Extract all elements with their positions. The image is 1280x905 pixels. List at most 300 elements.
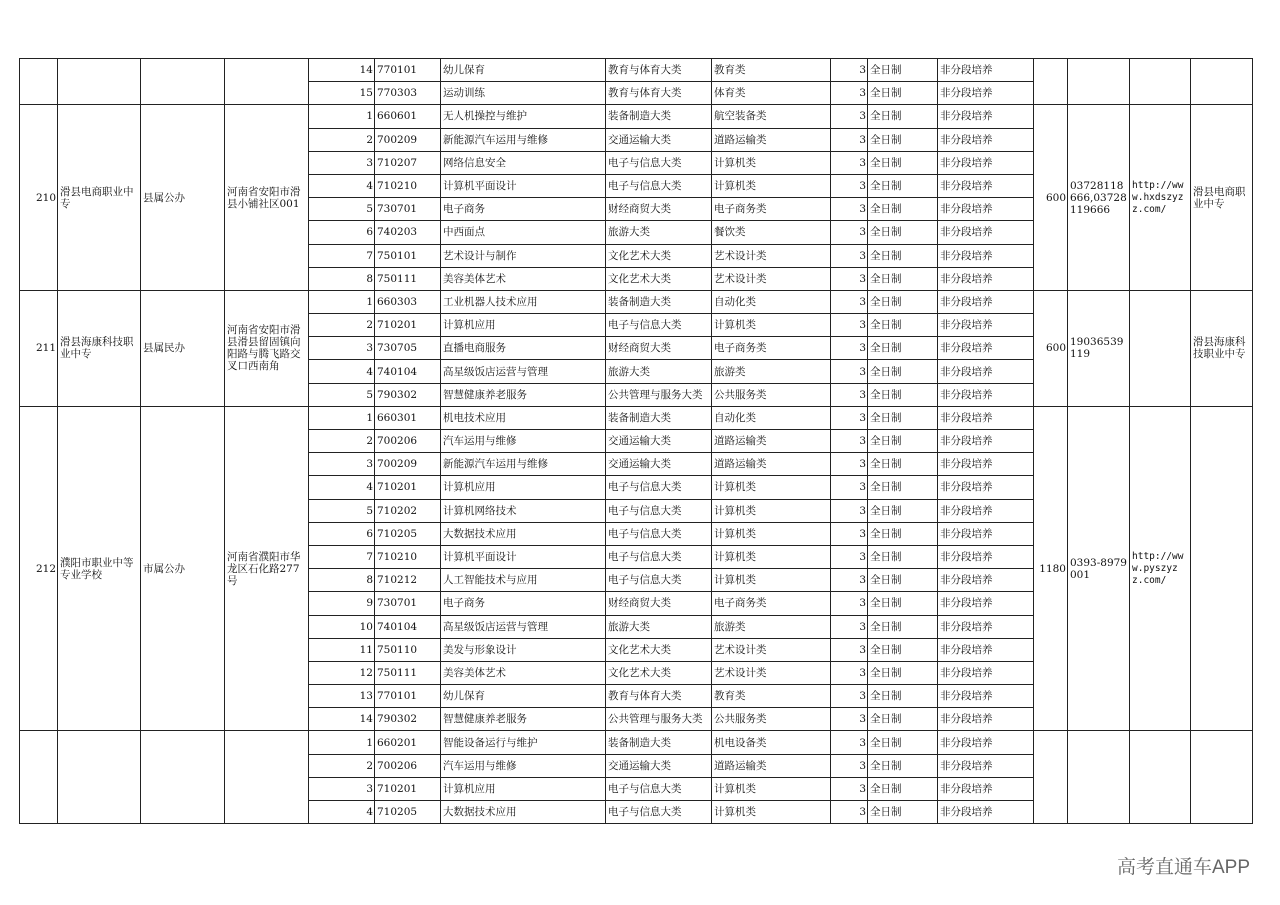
major-code-cell: 730701	[375, 198, 441, 221]
study-mode-cell: 全日制	[868, 314, 938, 337]
study-mode-cell: 全日制	[868, 522, 938, 545]
phone-cell: 0393-8979001	[1068, 406, 1130, 731]
duration-cell: 3	[831, 569, 868, 592]
training-mode-cell: 非分段培养	[938, 522, 1034, 545]
enroll-plan-cell	[1034, 731, 1068, 824]
major-category-cell: 装备制造大类	[606, 105, 712, 128]
major-subcategory-cell: 公共服务类	[712, 708, 831, 731]
major-subcategory-cell: 艺术设计类	[712, 638, 831, 661]
major-seq-cell: 5	[309, 383, 375, 406]
major-category-cell: 电子与信息大类	[606, 569, 712, 592]
training-mode-cell: 非分段培养	[938, 638, 1034, 661]
duration-cell: 3	[831, 754, 868, 777]
duration-cell: 3	[831, 290, 868, 313]
major-name-cell: 无人机操控与维护	[441, 105, 606, 128]
duration-cell: 3	[831, 731, 868, 754]
study-mode-cell: 全日制	[868, 151, 938, 174]
major-name-cell: 工业机器人技术应用	[441, 290, 606, 313]
major-name-cell: 网络信息安全	[441, 151, 606, 174]
major-category-cell: 公共管理与服务大类	[606, 708, 712, 731]
major-name-cell: 中西面点	[441, 221, 606, 244]
study-mode-cell: 全日制	[868, 453, 938, 476]
major-subcategory-cell: 旅游类	[712, 360, 831, 383]
duration-cell: 3	[831, 638, 868, 661]
study-mode-cell: 全日制	[868, 383, 938, 406]
major-seq-cell: 15	[309, 82, 375, 105]
major-code-cell: 790302	[375, 708, 441, 731]
note-cell	[1191, 59, 1253, 105]
major-name-cell: 幼儿保育	[441, 59, 606, 82]
training-mode-cell: 非分段培养	[938, 174, 1034, 197]
duration-cell: 3	[831, 314, 868, 337]
training-mode-cell: 非分段培养	[938, 731, 1034, 754]
major-name-cell: 艺术设计与制作	[441, 244, 606, 267]
table-row	[20, 105, 1253, 128]
major-subcategory-cell: 艺术设计类	[712, 661, 831, 684]
major-code-cell: 700209	[375, 128, 441, 151]
major-seq-cell: 14	[309, 708, 375, 731]
major-subcategory-cell: 计算机类	[712, 499, 831, 522]
table-row	[20, 290, 1253, 313]
training-mode-cell: 非分段培养	[938, 754, 1034, 777]
major-seq-cell: 4	[309, 174, 375, 197]
major-name-cell: 智能设备运行与维护	[441, 731, 606, 754]
major-code-cell: 710210	[375, 545, 441, 568]
duration-cell: 3	[831, 476, 868, 499]
duration-cell: 3	[831, 337, 868, 360]
phone-cell: 19036539119	[1068, 290, 1130, 406]
major-subcategory-cell: 计算机类	[712, 545, 831, 568]
major-name-cell: 幼儿保育	[441, 685, 606, 708]
duration-cell: 3	[831, 522, 868, 545]
major-seq-cell: 2	[309, 128, 375, 151]
major-seq-cell: 5	[309, 198, 375, 221]
training-mode-cell: 非分段培养	[938, 314, 1034, 337]
major-code-cell: 710207	[375, 151, 441, 174]
major-seq-cell: 4	[309, 801, 375, 824]
training-mode-cell: 非分段培养	[938, 708, 1034, 731]
training-mode-cell: 非分段培养	[938, 615, 1034, 638]
major-subcategory-cell: 道路运输类	[712, 430, 831, 453]
major-seq-cell: 7	[309, 244, 375, 267]
study-mode-cell: 全日制	[868, 801, 938, 824]
major-category-cell: 电子与信息大类	[606, 545, 712, 568]
major-category-cell: 电子与信息大类	[606, 777, 712, 800]
major-code-cell: 730705	[375, 337, 441, 360]
study-mode-cell: 全日制	[868, 615, 938, 638]
major-subcategory-cell: 航空装备类	[712, 105, 831, 128]
training-mode-cell: 非分段培养	[938, 82, 1034, 105]
major-name-cell: 美容美体艺术	[441, 661, 606, 684]
duration-cell: 3	[831, 360, 868, 383]
duration-cell: 3	[831, 174, 868, 197]
duration-cell: 3	[831, 244, 868, 267]
major-code-cell: 700209	[375, 453, 441, 476]
major-name-cell: 新能源汽车运用与维修	[441, 128, 606, 151]
school-name-cell: 滑县海康科技职业中专	[58, 290, 141, 406]
duration-cell: 3	[831, 801, 868, 824]
training-mode-cell: 非分段培养	[938, 499, 1034, 522]
major-subcategory-cell: 自动化类	[712, 406, 831, 429]
study-mode-cell: 全日制	[868, 59, 938, 82]
major-seq-cell: 8	[309, 267, 375, 290]
major-subcategory-cell: 道路运输类	[712, 453, 831, 476]
duration-cell: 3	[831, 453, 868, 476]
major-seq-cell: 12	[309, 661, 375, 684]
study-mode-cell: 全日制	[868, 267, 938, 290]
major-code-cell: 730701	[375, 592, 441, 615]
major-category-cell: 电子与信息大类	[606, 801, 712, 824]
major-category-cell: 教育与体育大类	[606, 82, 712, 105]
major-category-cell: 文化艺术大类	[606, 661, 712, 684]
major-code-cell: 740203	[375, 221, 441, 244]
enroll-plan-cell: 600	[1034, 105, 1068, 291]
major-category-cell: 电子与信息大类	[606, 499, 712, 522]
enroll-plan-cell	[1034, 59, 1068, 105]
major-category-cell: 旅游大类	[606, 221, 712, 244]
training-mode-cell: 非分段培养	[938, 290, 1034, 313]
major-name-cell: 运动训练	[441, 82, 606, 105]
major-category-cell: 文化艺术大类	[606, 244, 712, 267]
major-seq-cell: 6	[309, 221, 375, 244]
major-seq-cell: 1	[309, 731, 375, 754]
major-subcategory-cell: 体育类	[712, 82, 831, 105]
training-mode-cell: 非分段培养	[938, 453, 1034, 476]
major-code-cell: 750110	[375, 638, 441, 661]
study-mode-cell: 全日制	[868, 661, 938, 684]
duration-cell: 3	[831, 592, 868, 615]
school-name-cell: 濮阳市职业中等专业学校	[58, 406, 141, 731]
major-category-cell: 电子与信息大类	[606, 314, 712, 337]
study-mode-cell: 全日制	[868, 754, 938, 777]
major-seq-cell: 13	[309, 685, 375, 708]
major-subcategory-cell: 艺术设计类	[712, 267, 831, 290]
major-seq-cell: 10	[309, 615, 375, 638]
note-cell	[1191, 731, 1253, 824]
major-seq-cell: 3	[309, 337, 375, 360]
table-row	[20, 406, 1253, 429]
training-mode-cell: 非分段培养	[938, 661, 1034, 684]
major-category-cell: 教育与体育大类	[606, 59, 712, 82]
school-name-cell	[58, 59, 141, 105]
major-subcategory-cell: 艺术设计类	[712, 244, 831, 267]
study-mode-cell: 全日制	[868, 731, 938, 754]
major-seq-cell: 3	[309, 453, 375, 476]
school-name-cell: 滑县电商职业中专	[58, 105, 141, 291]
note-cell: 滑县海康科技职业中专	[1191, 290, 1253, 406]
major-name-cell: 汽车运用与维修	[441, 754, 606, 777]
school-id-cell: 211	[20, 290, 58, 406]
study-mode-cell: 全日制	[868, 128, 938, 151]
phone-cell	[1068, 731, 1130, 824]
major-subcategory-cell: 电子商务类	[712, 337, 831, 360]
major-code-cell: 740104	[375, 615, 441, 638]
major-subcategory-cell: 机电设备类	[712, 731, 831, 754]
study-mode-cell: 全日制	[868, 244, 938, 267]
study-mode-cell: 全日制	[868, 337, 938, 360]
table-row	[20, 59, 1253, 82]
major-seq-cell: 1	[309, 290, 375, 313]
major-name-cell: 直播电商服务	[441, 337, 606, 360]
major-category-cell: 公共管理与服务大类	[606, 383, 712, 406]
training-mode-cell: 非分段培养	[938, 151, 1034, 174]
major-name-cell: 高星级饭店运营与管理	[441, 360, 606, 383]
school-address-cell	[225, 731, 309, 824]
study-mode-cell: 全日制	[868, 638, 938, 661]
major-category-cell: 交通运输大类	[606, 128, 712, 151]
major-category-cell: 电子与信息大类	[606, 476, 712, 499]
major-code-cell: 660301	[375, 406, 441, 429]
study-mode-cell: 全日制	[868, 569, 938, 592]
study-mode-cell: 全日制	[868, 198, 938, 221]
major-name-cell: 计算机平面设计	[441, 545, 606, 568]
note-cell	[1191, 406, 1253, 731]
training-mode-cell: 非分段培养	[938, 383, 1034, 406]
major-seq-cell: 11	[309, 638, 375, 661]
enroll-plan-cell: 1180	[1034, 406, 1068, 731]
major-name-cell: 电子商务	[441, 198, 606, 221]
table-body	[20, 59, 1253, 824]
major-seq-cell: 8	[309, 569, 375, 592]
major-subcategory-cell: 公共服务类	[712, 383, 831, 406]
major-subcategory-cell: 计算机类	[712, 314, 831, 337]
training-mode-cell: 非分段培养	[938, 685, 1034, 708]
school-address-cell: 河南省濮阳市华龙区石化路277号	[225, 406, 309, 731]
major-name-cell: 计算机平面设计	[441, 174, 606, 197]
major-name-cell: 美容美体艺术	[441, 267, 606, 290]
duration-cell: 3	[831, 545, 868, 568]
school-id-cell	[20, 59, 58, 105]
school-nature-cell: 县属公办	[141, 105, 225, 291]
major-code-cell: 710201	[375, 777, 441, 800]
study-mode-cell: 全日制	[868, 360, 938, 383]
phone-cell: 03728118666,03728119666	[1068, 105, 1130, 291]
study-mode-cell: 全日制	[868, 82, 938, 105]
major-name-cell: 智慧健康养老服务	[441, 383, 606, 406]
major-subcategory-cell: 计算机类	[712, 174, 831, 197]
major-code-cell: 750101	[375, 244, 441, 267]
study-mode-cell: 全日制	[868, 105, 938, 128]
training-mode-cell: 非分段培养	[938, 198, 1034, 221]
enrollment-table	[19, 58, 1253, 824]
duration-cell: 3	[831, 59, 868, 82]
website-cell	[1130, 59, 1191, 105]
major-subcategory-cell: 计算机类	[712, 801, 831, 824]
study-mode-cell: 全日制	[868, 430, 938, 453]
major-subcategory-cell: 旅游类	[712, 615, 831, 638]
major-seq-cell: 5	[309, 499, 375, 522]
major-name-cell: 汽车运用与维修	[441, 430, 606, 453]
major-code-cell: 660601	[375, 105, 441, 128]
duration-cell: 3	[831, 128, 868, 151]
major-seq-cell: 2	[309, 754, 375, 777]
major-category-cell: 电子与信息大类	[606, 151, 712, 174]
major-subcategory-cell: 教育类	[712, 59, 831, 82]
major-category-cell: 交通运输大类	[606, 430, 712, 453]
major-seq-cell: 2	[309, 430, 375, 453]
duration-cell: 3	[831, 430, 868, 453]
major-subcategory-cell: 餐饮类	[712, 221, 831, 244]
major-seq-cell: 4	[309, 476, 375, 499]
major-subcategory-cell: 电子商务类	[712, 592, 831, 615]
major-name-cell: 大数据技术应用	[441, 801, 606, 824]
major-name-cell: 计算机应用	[441, 314, 606, 337]
school-nature-cell	[141, 59, 225, 105]
major-subcategory-cell: 电子商务类	[712, 198, 831, 221]
website-cell: http://www.hxdszyzz.com/	[1130, 105, 1191, 291]
major-seq-cell: 2	[309, 314, 375, 337]
study-mode-cell: 全日制	[868, 545, 938, 568]
duration-cell: 3	[831, 777, 868, 800]
training-mode-cell: 非分段培养	[938, 569, 1034, 592]
study-mode-cell: 全日制	[868, 221, 938, 244]
major-name-cell: 新能源汽车运用与维修	[441, 453, 606, 476]
major-subcategory-cell: 计算机类	[712, 569, 831, 592]
school-id-cell: 212	[20, 406, 58, 731]
training-mode-cell: 非分段培养	[938, 592, 1034, 615]
major-subcategory-cell: 计算机类	[712, 476, 831, 499]
school-name-cell	[58, 731, 141, 824]
duration-cell: 3	[831, 151, 868, 174]
training-mode-cell: 非分段培养	[938, 267, 1034, 290]
major-seq-cell: 14	[309, 59, 375, 82]
major-seq-cell: 1	[309, 406, 375, 429]
duration-cell: 3	[831, 615, 868, 638]
website-cell	[1130, 290, 1191, 406]
major-category-cell: 交通运输大类	[606, 754, 712, 777]
major-category-cell: 旅游大类	[606, 615, 712, 638]
major-name-cell: 计算机应用	[441, 476, 606, 499]
school-id-cell	[20, 731, 58, 824]
note-cell: 滑县电商职业中专	[1191, 105, 1253, 291]
training-mode-cell: 非分段培养	[938, 430, 1034, 453]
watermark: 高考直通车APP	[1116, 857, 1250, 878]
major-category-cell: 装备制造大类	[606, 731, 712, 754]
major-seq-cell: 9	[309, 592, 375, 615]
major-category-cell: 装备制造大类	[606, 290, 712, 313]
major-subcategory-cell: 计算机类	[712, 151, 831, 174]
major-name-cell: 大数据技术应用	[441, 522, 606, 545]
major-subcategory-cell: 道路运输类	[712, 128, 831, 151]
major-seq-cell: 3	[309, 777, 375, 800]
training-mode-cell: 非分段培养	[938, 777, 1034, 800]
major-seq-cell: 6	[309, 522, 375, 545]
major-seq-cell: 3	[309, 151, 375, 174]
duration-cell: 3	[831, 267, 868, 290]
major-category-cell: 教育与体育大类	[606, 685, 712, 708]
major-subcategory-cell: 自动化类	[712, 290, 831, 313]
website-cell: http://www.pyszyzz.com/	[1130, 406, 1191, 731]
training-mode-cell: 非分段培养	[938, 406, 1034, 429]
major-subcategory-cell: 计算机类	[712, 522, 831, 545]
major-name-cell: 美发与形象设计	[441, 638, 606, 661]
major-code-cell: 710210	[375, 174, 441, 197]
major-category-cell: 文化艺术大类	[606, 267, 712, 290]
duration-cell: 3	[831, 685, 868, 708]
major-name-cell: 人工智能技术与应用	[441, 569, 606, 592]
major-seq-cell: 1	[309, 105, 375, 128]
duration-cell: 3	[831, 221, 868, 244]
major-code-cell: 750111	[375, 267, 441, 290]
training-mode-cell: 非分段培养	[938, 59, 1034, 82]
duration-cell: 3	[831, 499, 868, 522]
school-nature-cell: 县属民办	[141, 290, 225, 406]
duration-cell: 3	[831, 198, 868, 221]
duration-cell: 3	[831, 105, 868, 128]
school-address-cell	[225, 59, 309, 105]
major-category-cell: 旅游大类	[606, 360, 712, 383]
major-code-cell: 770303	[375, 82, 441, 105]
major-seq-cell: 4	[309, 360, 375, 383]
major-name-cell: 高星级饭店运营与管理	[441, 615, 606, 638]
study-mode-cell: 全日制	[868, 406, 938, 429]
training-mode-cell: 非分段培养	[938, 337, 1034, 360]
duration-cell: 3	[831, 708, 868, 731]
major-code-cell: 710201	[375, 476, 441, 499]
major-category-cell: 财经商贸大类	[606, 337, 712, 360]
study-mode-cell: 全日制	[868, 499, 938, 522]
study-mode-cell: 全日制	[868, 777, 938, 800]
study-mode-cell: 全日制	[868, 592, 938, 615]
major-code-cell: 770101	[375, 59, 441, 82]
major-name-cell: 计算机应用	[441, 777, 606, 800]
training-mode-cell: 非分段培养	[938, 244, 1034, 267]
phone-cell	[1068, 59, 1130, 105]
major-code-cell: 700206	[375, 754, 441, 777]
study-mode-cell: 全日制	[868, 685, 938, 708]
training-mode-cell: 非分段培养	[938, 128, 1034, 151]
school-nature-cell	[141, 731, 225, 824]
duration-cell: 3	[831, 383, 868, 406]
website-cell	[1130, 731, 1191, 824]
major-category-cell: 财经商贸大类	[606, 592, 712, 615]
study-mode-cell: 全日制	[868, 290, 938, 313]
major-code-cell: 700206	[375, 430, 441, 453]
training-mode-cell: 非分段培养	[938, 801, 1034, 824]
major-code-cell: 710205	[375, 801, 441, 824]
major-code-cell: 710205	[375, 522, 441, 545]
major-seq-cell: 7	[309, 545, 375, 568]
training-mode-cell: 非分段培养	[938, 545, 1034, 568]
major-category-cell: 电子与信息大类	[606, 174, 712, 197]
major-subcategory-cell: 教育类	[712, 685, 831, 708]
major-code-cell: 740104	[375, 360, 441, 383]
duration-cell: 3	[831, 82, 868, 105]
school-address-cell: 河南省安阳市滑县滑县留固镇向阳路与腾飞路交叉口西南角	[225, 290, 309, 406]
major-name-cell: 机电技术应用	[441, 406, 606, 429]
major-code-cell: 710201	[375, 314, 441, 337]
major-code-cell: 750111	[375, 661, 441, 684]
duration-cell: 3	[831, 661, 868, 684]
major-name-cell: 智慧健康养老服务	[441, 708, 606, 731]
training-mode-cell: 非分段培养	[938, 360, 1034, 383]
major-code-cell: 770101	[375, 685, 441, 708]
major-name-cell: 电子商务	[441, 592, 606, 615]
major-code-cell: 660201	[375, 731, 441, 754]
school-nature-cell: 市属公办	[141, 406, 225, 731]
school-address-cell: 河南省安阳市滑县小铺社区001	[225, 105, 309, 291]
duration-cell: 3	[831, 406, 868, 429]
major-category-cell: 文化艺术大类	[606, 638, 712, 661]
study-mode-cell: 全日制	[868, 476, 938, 499]
major-code-cell: 710212	[375, 569, 441, 592]
school-id-cell: 210	[20, 105, 58, 291]
enroll-plan-cell: 600	[1034, 290, 1068, 406]
study-mode-cell: 全日制	[868, 708, 938, 731]
study-mode-cell: 全日制	[868, 174, 938, 197]
major-category-cell: 财经商贸大类	[606, 198, 712, 221]
major-code-cell: 790302	[375, 383, 441, 406]
